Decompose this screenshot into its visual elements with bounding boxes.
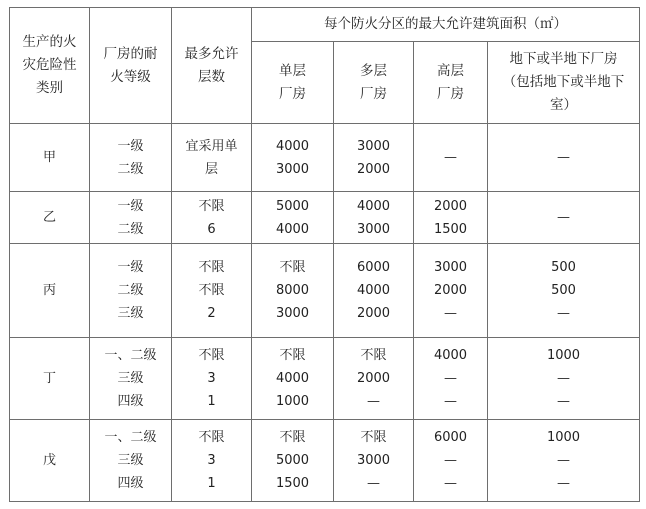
grade-cell: 一级 二级 三级	[90, 244, 172, 338]
high-rise-cell: 6000 — —	[414, 420, 488, 502]
category-cell: 甲	[10, 124, 90, 192]
header-underground: 地下或半地下厂房 （包括地下或半地下 室）	[488, 42, 640, 124]
header-multi-storey: 多层 厂房	[334, 42, 414, 124]
category-cell: 丁	[10, 338, 90, 420]
floors-cell: 不限 3 1	[172, 338, 252, 420]
grade-cell: 一、二级 三级 四级	[90, 420, 172, 502]
floors-cell: 不限 不限 2	[172, 244, 252, 338]
single-storey-cell: 不限 4000 1000	[252, 338, 334, 420]
grade-cell: 一、二级 三级 四级	[90, 338, 172, 420]
table-row	[10, 244, 640, 338]
header-max-area-group: 每个防火分区的最大允许建筑面积（㎡）	[252, 8, 640, 42]
header-single-storey: 单层 厂房	[252, 42, 334, 124]
underground-cell: 1000 — —	[488, 338, 640, 420]
underground-cell: —	[488, 124, 640, 192]
header-fire-resistance-grade: 厂房的耐 火等级	[90, 8, 172, 124]
floors-cell: 不限 6	[172, 192, 252, 244]
high-rise-cell: 3000 2000 —	[414, 244, 488, 338]
table-row	[10, 420, 640, 502]
single-storey-cell: 不限 5000 1500	[252, 420, 334, 502]
grade-cell: 一级 二级	[90, 124, 172, 192]
underground-cell: 500 500 —	[488, 244, 640, 338]
grade-cell: 一级 二级	[90, 192, 172, 244]
category-cell: 丙	[10, 244, 90, 338]
multi-storey-cell: 3000 2000	[334, 124, 414, 192]
category-cell: 乙	[10, 192, 90, 244]
multi-storey-cell: 不限 2000 —	[334, 338, 414, 420]
table-row	[10, 192, 640, 244]
table-row	[10, 124, 640, 192]
header-max-floors: 最多允许 层数	[172, 8, 252, 124]
multi-storey-cell: 4000 3000	[334, 192, 414, 244]
underground-cell: 1000 — —	[488, 420, 640, 502]
high-rise-cell: 4000 — —	[414, 338, 488, 420]
fire-compartment-table	[9, 7, 640, 502]
floors-cell: 宜采用单 层	[172, 124, 252, 192]
header-high-rise: 高层 厂房	[414, 42, 488, 124]
high-rise-cell: 2000 1500	[414, 192, 488, 244]
single-storey-cell: 4000 3000	[252, 124, 334, 192]
category-cell: 戊	[10, 420, 90, 502]
single-storey-cell: 不限 8000 3000	[252, 244, 334, 338]
table-row	[10, 338, 640, 420]
multi-storey-cell: 不限 3000 —	[334, 420, 414, 502]
multi-storey-cell: 6000 4000 2000	[334, 244, 414, 338]
header-hazard-category: 生产的火 灾危险性 类别	[10, 8, 90, 124]
single-storey-cell: 5000 4000	[252, 192, 334, 244]
underground-cell: —	[488, 192, 640, 244]
floors-cell: 不限 3 1	[172, 420, 252, 502]
high-rise-cell: —	[414, 124, 488, 192]
